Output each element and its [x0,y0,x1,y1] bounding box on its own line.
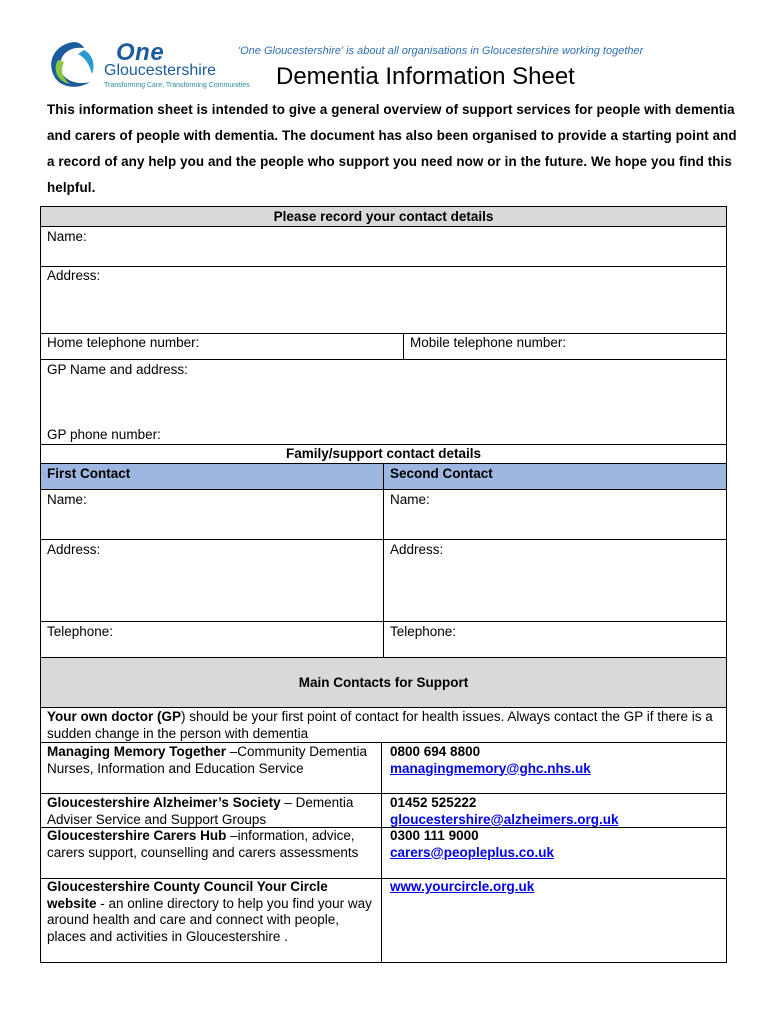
logo-one: One [116,39,165,66]
tagline: 'One Gloucestershire' is about all organisations in Gloucestershire working together [238,45,644,57]
support-name: Gloucestershire County Council Your Circle website [47,879,328,911]
second-contact-telephone-field[interactable] [383,621,727,658]
support-row-2-desc [40,793,382,828]
second-telephone-label: Telephone: [390,624,457,639]
mobile-telephone-label: Mobile telephone number: [410,335,567,350]
logo-name: Gloucestershire [104,62,217,79]
logo-tagline: Transforming Care, Transforming Communities [104,82,250,89]
first-contact-address-field[interactable] [40,539,384,622]
home-telephone-field[interactable] [40,333,404,360]
first-name-label: Name: [47,492,87,507]
name-label: Name: [47,229,87,244]
gp-field[interactable] [40,359,727,445]
address-field[interactable] [40,266,727,334]
support-row-4-desc [40,878,382,963]
gp-info-text [47,709,717,742]
address-label: Address: [47,268,101,283]
support-row-3-contact [381,827,727,879]
second-contact-heading: Second Contact [383,463,727,490]
page-title: Dementia Information Sheet [276,63,575,90]
support-row-1-desc [40,742,382,794]
support-row-3-desc [40,827,382,879]
gp-info-row [40,707,727,743]
support-phone: 0800 694 8800 [390,744,481,759]
name-field[interactable] [40,226,727,267]
support-website-link[interactable]: www.yourcircle.org.uk [390,879,535,894]
support-email-link[interactable]: carers@peopleplus.co.uk [390,844,554,860]
support-desc: –information, advice, carers support, counselling and carers assessments [47,828,359,860]
logo [44,36,264,94]
family-heading: Family/support contact details [40,444,727,464]
first-address-label: Address: [47,542,101,557]
support-desc: - an online directory to help you find your way around health and care and connect with people, places and activities in Gloucestershire . [47,895,372,944]
second-contact-name-field[interactable] [383,489,727,540]
gp-name-label: GP Name and address: [47,362,188,377]
mobile-telephone-field[interactable] [403,333,727,360]
contact-heading: Please record your contact details [40,206,727,227]
home-telephone-label: Home telephone number: [47,335,200,350]
support-desc: –Community Dementia Nurses, Information and Education Service [47,744,368,776]
first-contact-name-field[interactable] [40,489,384,540]
support-row-2-contact [381,793,727,828]
first-telephone-label: Telephone: [47,624,114,639]
support-desc: – Dementia Adviser Service and Support Groups [47,795,354,827]
second-contact-address-field[interactable] [383,539,727,622]
support-name: Gloucestershire Carers Hub [47,828,227,843]
support-name: Managing Memory Together [47,744,227,759]
support-phone: 01452 525222 [390,795,477,810]
intro-text: This information sheet is intended to give a general overview of support services for people with dementia and carers of people with dementia. The document has also been organised to provide a starting point and a record of any help you and the people who support you need now or in the future. We hope you find this helpful. [47,102,737,195]
support-name: Gloucestershire Alzheimer’s Society [47,795,281,810]
second-name-label: Name: [390,492,430,507]
gp-info-bold: Your own doctor (GP [47,709,181,724]
gp-phone-label: GP phone number: [47,427,161,442]
support-row-4-contact [381,878,727,963]
support-phone: 0300 111 9000 [390,828,479,843]
logo-swirl-icon [44,36,104,94]
support-email-link[interactable]: managingmemory@ghc.nhs.uk [390,760,591,776]
support-row-1-contact [381,742,727,794]
first-contact-telephone-field[interactable] [40,621,384,658]
support-heading: Main Contacts for Support [40,657,727,708]
second-address-label: Address: [390,542,444,557]
first-contact-heading: First Contact [40,463,384,490]
support-email-link[interactable]: gloucestershire@alzheimers.org.uk [390,811,619,827]
gp-info-rest: ) should be your first point of contact for health issues. Always contact the GP if there is a sudden change in the person with dementia [47,709,713,741]
